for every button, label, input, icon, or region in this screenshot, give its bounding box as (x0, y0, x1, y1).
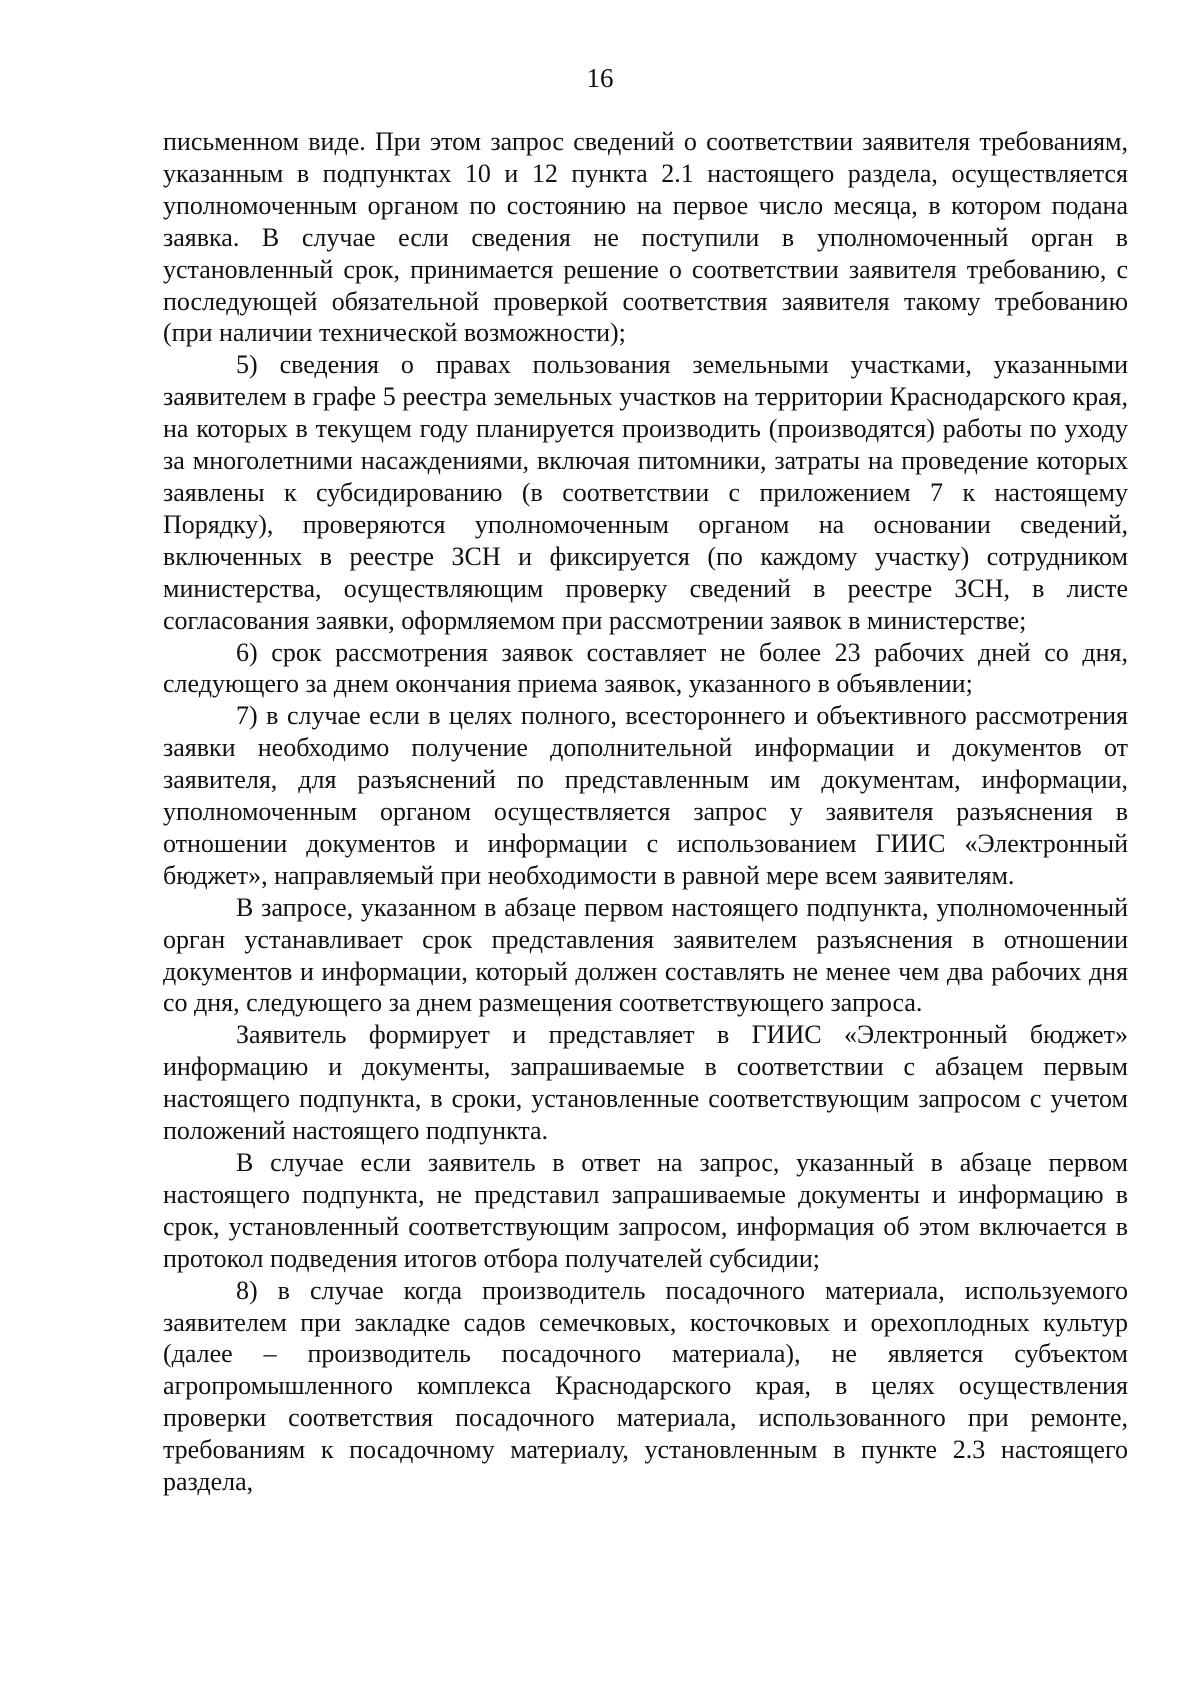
paragraph-continuation: письменном виде. При этом запрос сведений о соответствии заявителя требованиям, указанным в подпунктах 10 и 12 пункта 2.1 настоящего раздела, осуществляется уполномоченным органом по состоянию на первое число месяца, в котором подана заявка. В случае если сведения не поступили в уполномоченный орган в установленный срок, принимается решение о соответствии заявителя требованию, с последующей обязательной проверкой соответствия заявителя такому требованию (при наличии технической возможности); (163, 127, 1128, 348)
paragraph-item-6: 6) срок рассмотрения заявок составляет не более 23 рабочих дней со дня, следующего за днем окончания приема заявок, указанного в объявлении; (163, 637, 1128, 699)
paragraph-no-response: В случае если заявитель в ответ на запрос, указанный в абзаце первом настоящего подпункта, не представил запрашиваемые документы и информацию в срок, установленный соответствующим запросом, информация об этом включается в протокол подведения итогов отбора получателей субсидии; (163, 1148, 1128, 1273)
paragraph-item-7: 7) в случае если в целях полного, всестороннего и объективного рассмотрения заявки необходимо получение дополнительной информации и документов от заявителя, для разъяснений по представленным им документам, информации, уполномоченным органом осуществляется запрос у заявителя разъяснения в отношении документов и информации с использованием ГИИС «Электронный бюджет», направляемый при необходимости в равной мере всем заявителям. (163, 701, 1128, 890)
paragraph-item-8: 8) в случае когда производитель посадочного материала, используемого заявителем при закладке садов семечковых, косточковых и орехоплодных культур (далее – производитель посадочного материала), не является субъектом агропромышленного комплекса Краснодарского края, в целях осуществления проверки соответствия посадочного материала, использованного при ремонте, требованиям к посадочному материалу, установленным в пункте 2.3 настоящего раздела, (163, 1275, 1128, 1497)
paragraph-applicant-submits: Заявитель формирует и представляет в ГИИС «Электронный бюджет» информацию и документы, запрашиваемые в соответствии с абзацем первым настоящего подпункта, в сроки, установленные соответствующим запросом с учетом положений настоящего подпункта. (163, 1020, 1128, 1146)
page-number: 16 (586, 63, 614, 93)
paragraph-request-term: В запросе, указанном в абзаце первом настоящего подпункта, уполномоченный орган устанавливает срок представления заявителем разъяснения в отношении документов и информации, который должен составлять не менее чем два рабочих дня со дня, следующего за днем размещения соответствующего запроса. (163, 892, 1128, 1018)
paragraph-item-5: 5) сведения о правах пользования земельными участками, указанными заявителем в графе 5 реестра земельных участков на территории Краснодарского края, на которых в текущем году планируется производить (производятся) работы по уходу за многолетними насаждениями, включая питомники, затраты на проведение которых заявлены к субсидированию (в соответствии с приложением 7 к настоящему Порядку), проверяются уполномоченным органом на основании сведений, включенных в реестре ЗСН и фиксируется (по каждому участку) сотрудником министерства, осуществляющим проверку сведений в реестре ЗСН, в листе согласования заявки, оформляемом при рассмотрении заявок в министерстве; (163, 350, 1128, 635)
document-body (163, 126, 1128, 1498)
